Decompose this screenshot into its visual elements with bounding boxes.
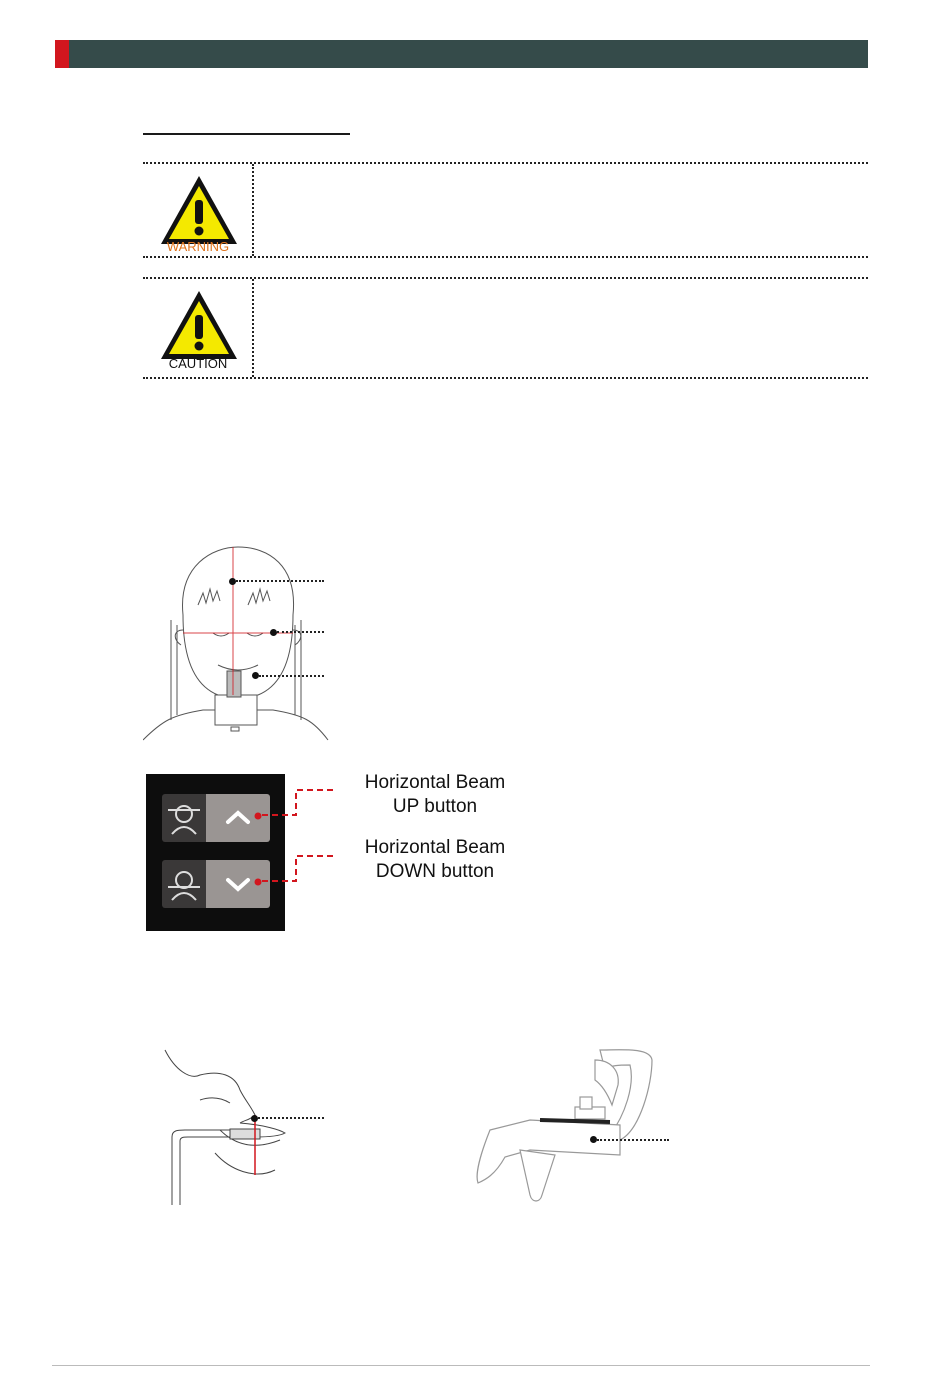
callout-dot-biteblock-part — [590, 1136, 597, 1143]
callout-dot-side — [251, 1115, 258, 1122]
bite-block-accessory — [470, 1045, 660, 1210]
patient-face-side-view — [160, 1045, 300, 1210]
beam-down-face-icon — [162, 860, 206, 908]
section-title-rule — [143, 133, 350, 135]
header-bar — [55, 40, 868, 68]
warning-divider — [252, 164, 254, 256]
callout-line-midsagittal — [236, 580, 324, 582]
beam-up-label: Horizontal Beam UP button — [364, 772, 506, 817]
caution-divider — [252, 279, 254, 377]
warning-label: WARNING — [166, 239, 230, 254]
callout-line-biteblock-part — [597, 1139, 669, 1141]
callout-dot-horizontal — [270, 629, 277, 636]
beam-callout-lines — [258, 780, 338, 890]
beam-up-face-icon — [162, 794, 206, 842]
footer-rule — [52, 1365, 870, 1366]
callout-dot-biteblock — [252, 672, 259, 679]
callout-line-horizontal — [277, 631, 324, 633]
header-accent — [55, 40, 69, 68]
warning-notice — [143, 162, 868, 258]
callout-dot-midsagittal — [229, 578, 236, 585]
callout-line-biteblock — [259, 675, 324, 677]
callout-line-side — [258, 1117, 324, 1119]
beam-down-label: Horizontal Beam DOWN button — [364, 837, 506, 882]
patient-face-front-view — [143, 545, 333, 745]
caution-notice — [143, 277, 868, 379]
caution-label: CAUTION — [168, 356, 228, 371]
